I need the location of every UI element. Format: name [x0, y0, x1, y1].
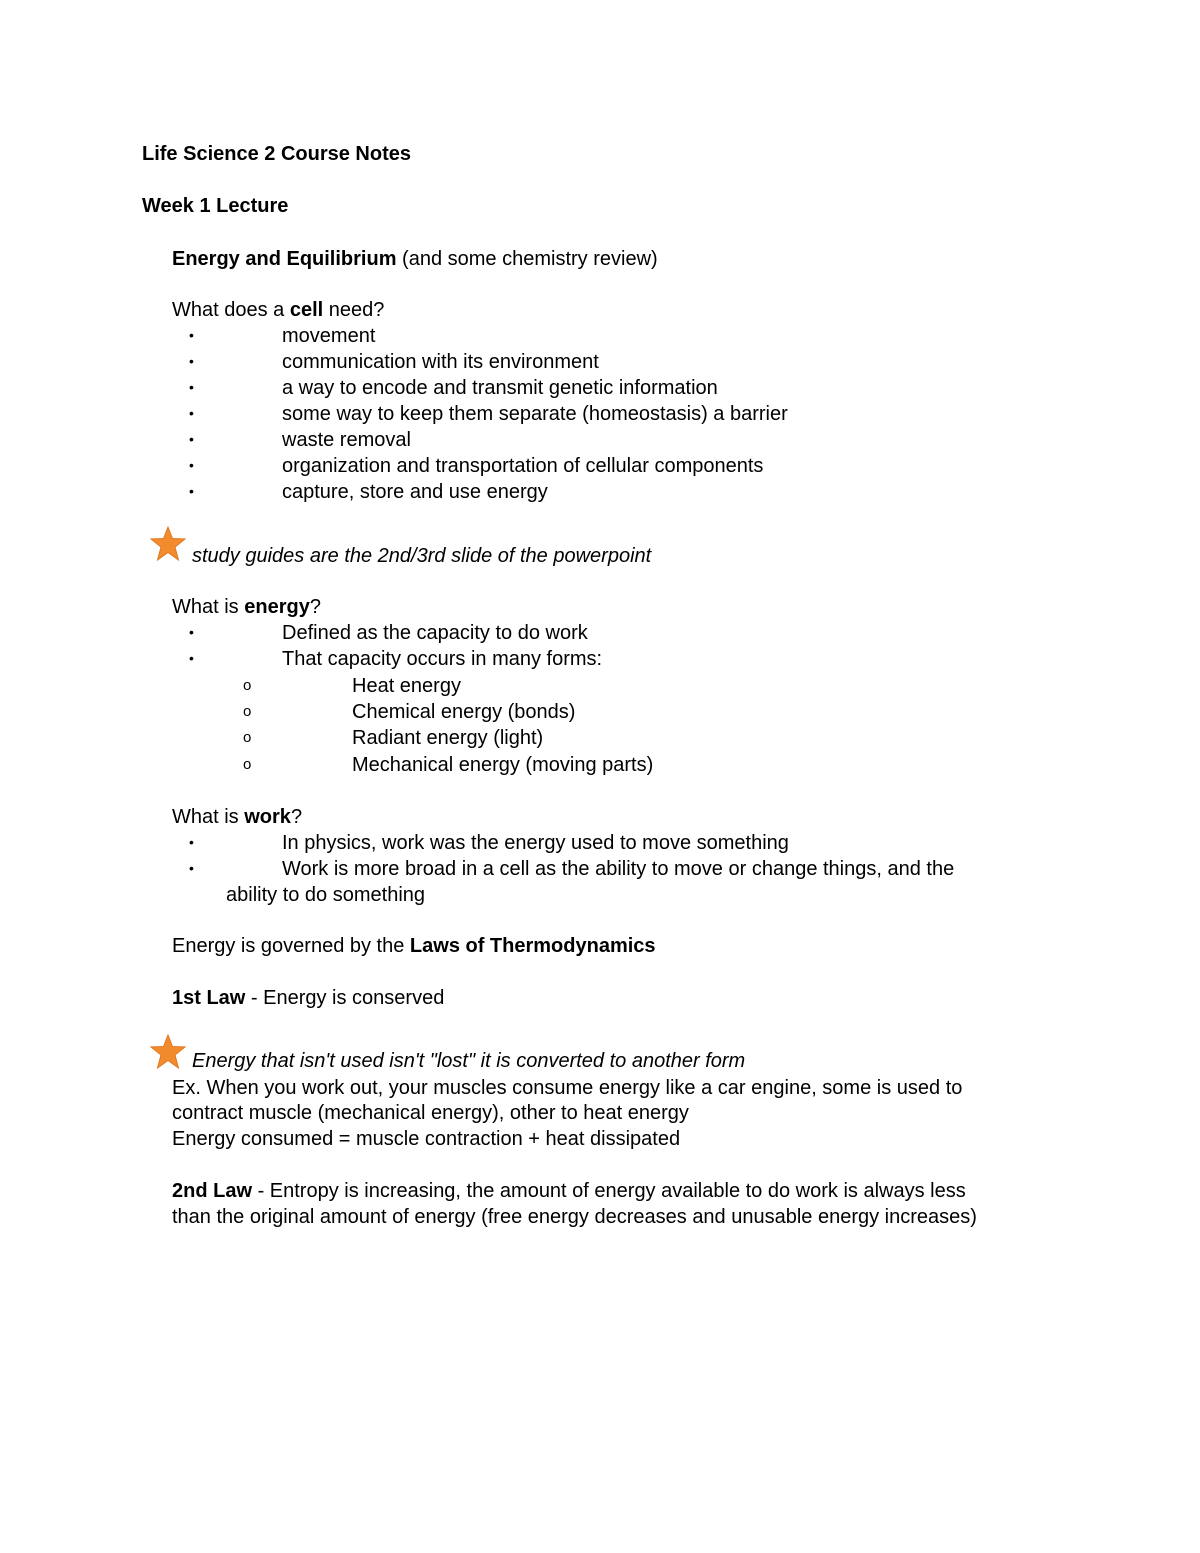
- sub-list-item: Heat energy: [352, 675, 461, 697]
- sub-bullet-icon: o: [243, 677, 252, 694]
- star-shape: [151, 1035, 185, 1068]
- bullet-icon: •: [189, 834, 194, 850]
- cell-question-bold: cell: [289, 299, 324, 321]
- list-item: communication with its environment: [282, 351, 599, 373]
- section-heading: [172, 246, 658, 272]
- study-guide-note: study guides are the 2nd/3rd slide of the powerpoint: [192, 545, 652, 567]
- sub-list-item: Radiant energy (light): [352, 727, 544, 749]
- work-question: [172, 804, 302, 830]
- thermo-statement: [172, 933, 656, 959]
- section-heading-rest: (and some chemistry review): [396, 248, 658, 270]
- second-law-continuation: than the original amount of energy (free energy decreases and unusable energy increases): [172, 1206, 977, 1228]
- second-law-text: - Entropy is increasing, the amount of energy available to do work is always less: [252, 1180, 966, 1202]
- sub-bullet-icon: o: [243, 729, 252, 746]
- list-item: organization and transportation of cellular components: [282, 455, 764, 477]
- bullet-icon: •: [189, 327, 194, 343]
- cell-question: [172, 297, 384, 323]
- list-item: movement: [282, 325, 376, 347]
- list-item-continuation: ability to do something: [226, 884, 426, 906]
- thermo-statement-bold: Laws of Thermodynamics: [409, 935, 656, 957]
- cell-question-post: need?: [323, 299, 385, 321]
- bullet-icon: •: [189, 860, 194, 876]
- second-law-label: 2nd Law: [172, 1180, 253, 1202]
- conversion-note: Energy that isn't used isn't "lost" it is converted to another form: [192, 1050, 746, 1072]
- week-heading: Week 1 Lecture: [142, 195, 289, 217]
- list-item: That capacity occurs in many forms:: [282, 648, 603, 670]
- first-law-label: 1st Law: [172, 987, 246, 1009]
- bullet-icon: •: [189, 650, 194, 666]
- bullet-icon: •: [189, 353, 194, 369]
- sub-bullet-icon: o: [243, 703, 252, 720]
- sub-list-item: Mechanical energy (moving parts): [352, 754, 654, 776]
- work-question-post: ?: [290, 806, 303, 828]
- example-line: contract muscle (mechanical energy), other to heat energy: [172, 1102, 689, 1124]
- energy-question-post: ?: [309, 596, 321, 618]
- thermo-statement-pre: Energy is governed by the: [172, 935, 410, 957]
- list-item: a way to encode and transmit genetic information: [282, 377, 718, 399]
- first-law: [172, 985, 444, 1011]
- list-item: capture, store and use energy: [282, 481, 548, 503]
- bullet-icon: •: [189, 457, 194, 473]
- example-line: Energy consumed = muscle contraction + heat dissipated: [172, 1128, 681, 1150]
- bullet-icon: •: [189, 431, 194, 447]
- work-question-pre: What is: [172, 806, 245, 828]
- bullet-icon: •: [189, 379, 194, 395]
- first-law-text: - Energy is conserved: [245, 987, 445, 1009]
- sub-bullet-icon: o: [243, 756, 252, 773]
- energy-question-bold: energy: [244, 596, 310, 618]
- energy-question: [172, 594, 321, 620]
- second-law: [172, 1178, 966, 1204]
- energy-question-pre: What is: [172, 596, 245, 618]
- list-item: Defined as the capacity to do work: [282, 622, 588, 644]
- sub-list-item: Chemical energy (bonds): [352, 701, 576, 723]
- star-icon: [150, 526, 186, 562]
- example-line: Ex. When you work out, your muscles consume energy like a car engine, some is used to: [172, 1077, 963, 1099]
- cell-question-pre: What does a: [172, 299, 290, 321]
- bullet-icon: •: [189, 405, 194, 421]
- list-item: In physics, work was the energy used to move something: [282, 832, 789, 854]
- work-question-bold: work: [244, 806, 291, 828]
- list-item: some way to keep them separate (homeostasis) a barrier: [282, 403, 788, 425]
- list-item: Work is more broad in a cell as the ability to move or change things, and the: [282, 858, 955, 880]
- bullet-icon: •: [189, 483, 194, 499]
- list-item: waste removal: [282, 429, 411, 451]
- star-icon: [150, 1034, 186, 1070]
- bullet-icon: •: [189, 624, 194, 640]
- star-shape: [151, 527, 185, 560]
- document-title: Life Science 2 Course Notes: [142, 143, 411, 165]
- section-heading-bold: Energy and Equilibrium: [172, 248, 397, 270]
